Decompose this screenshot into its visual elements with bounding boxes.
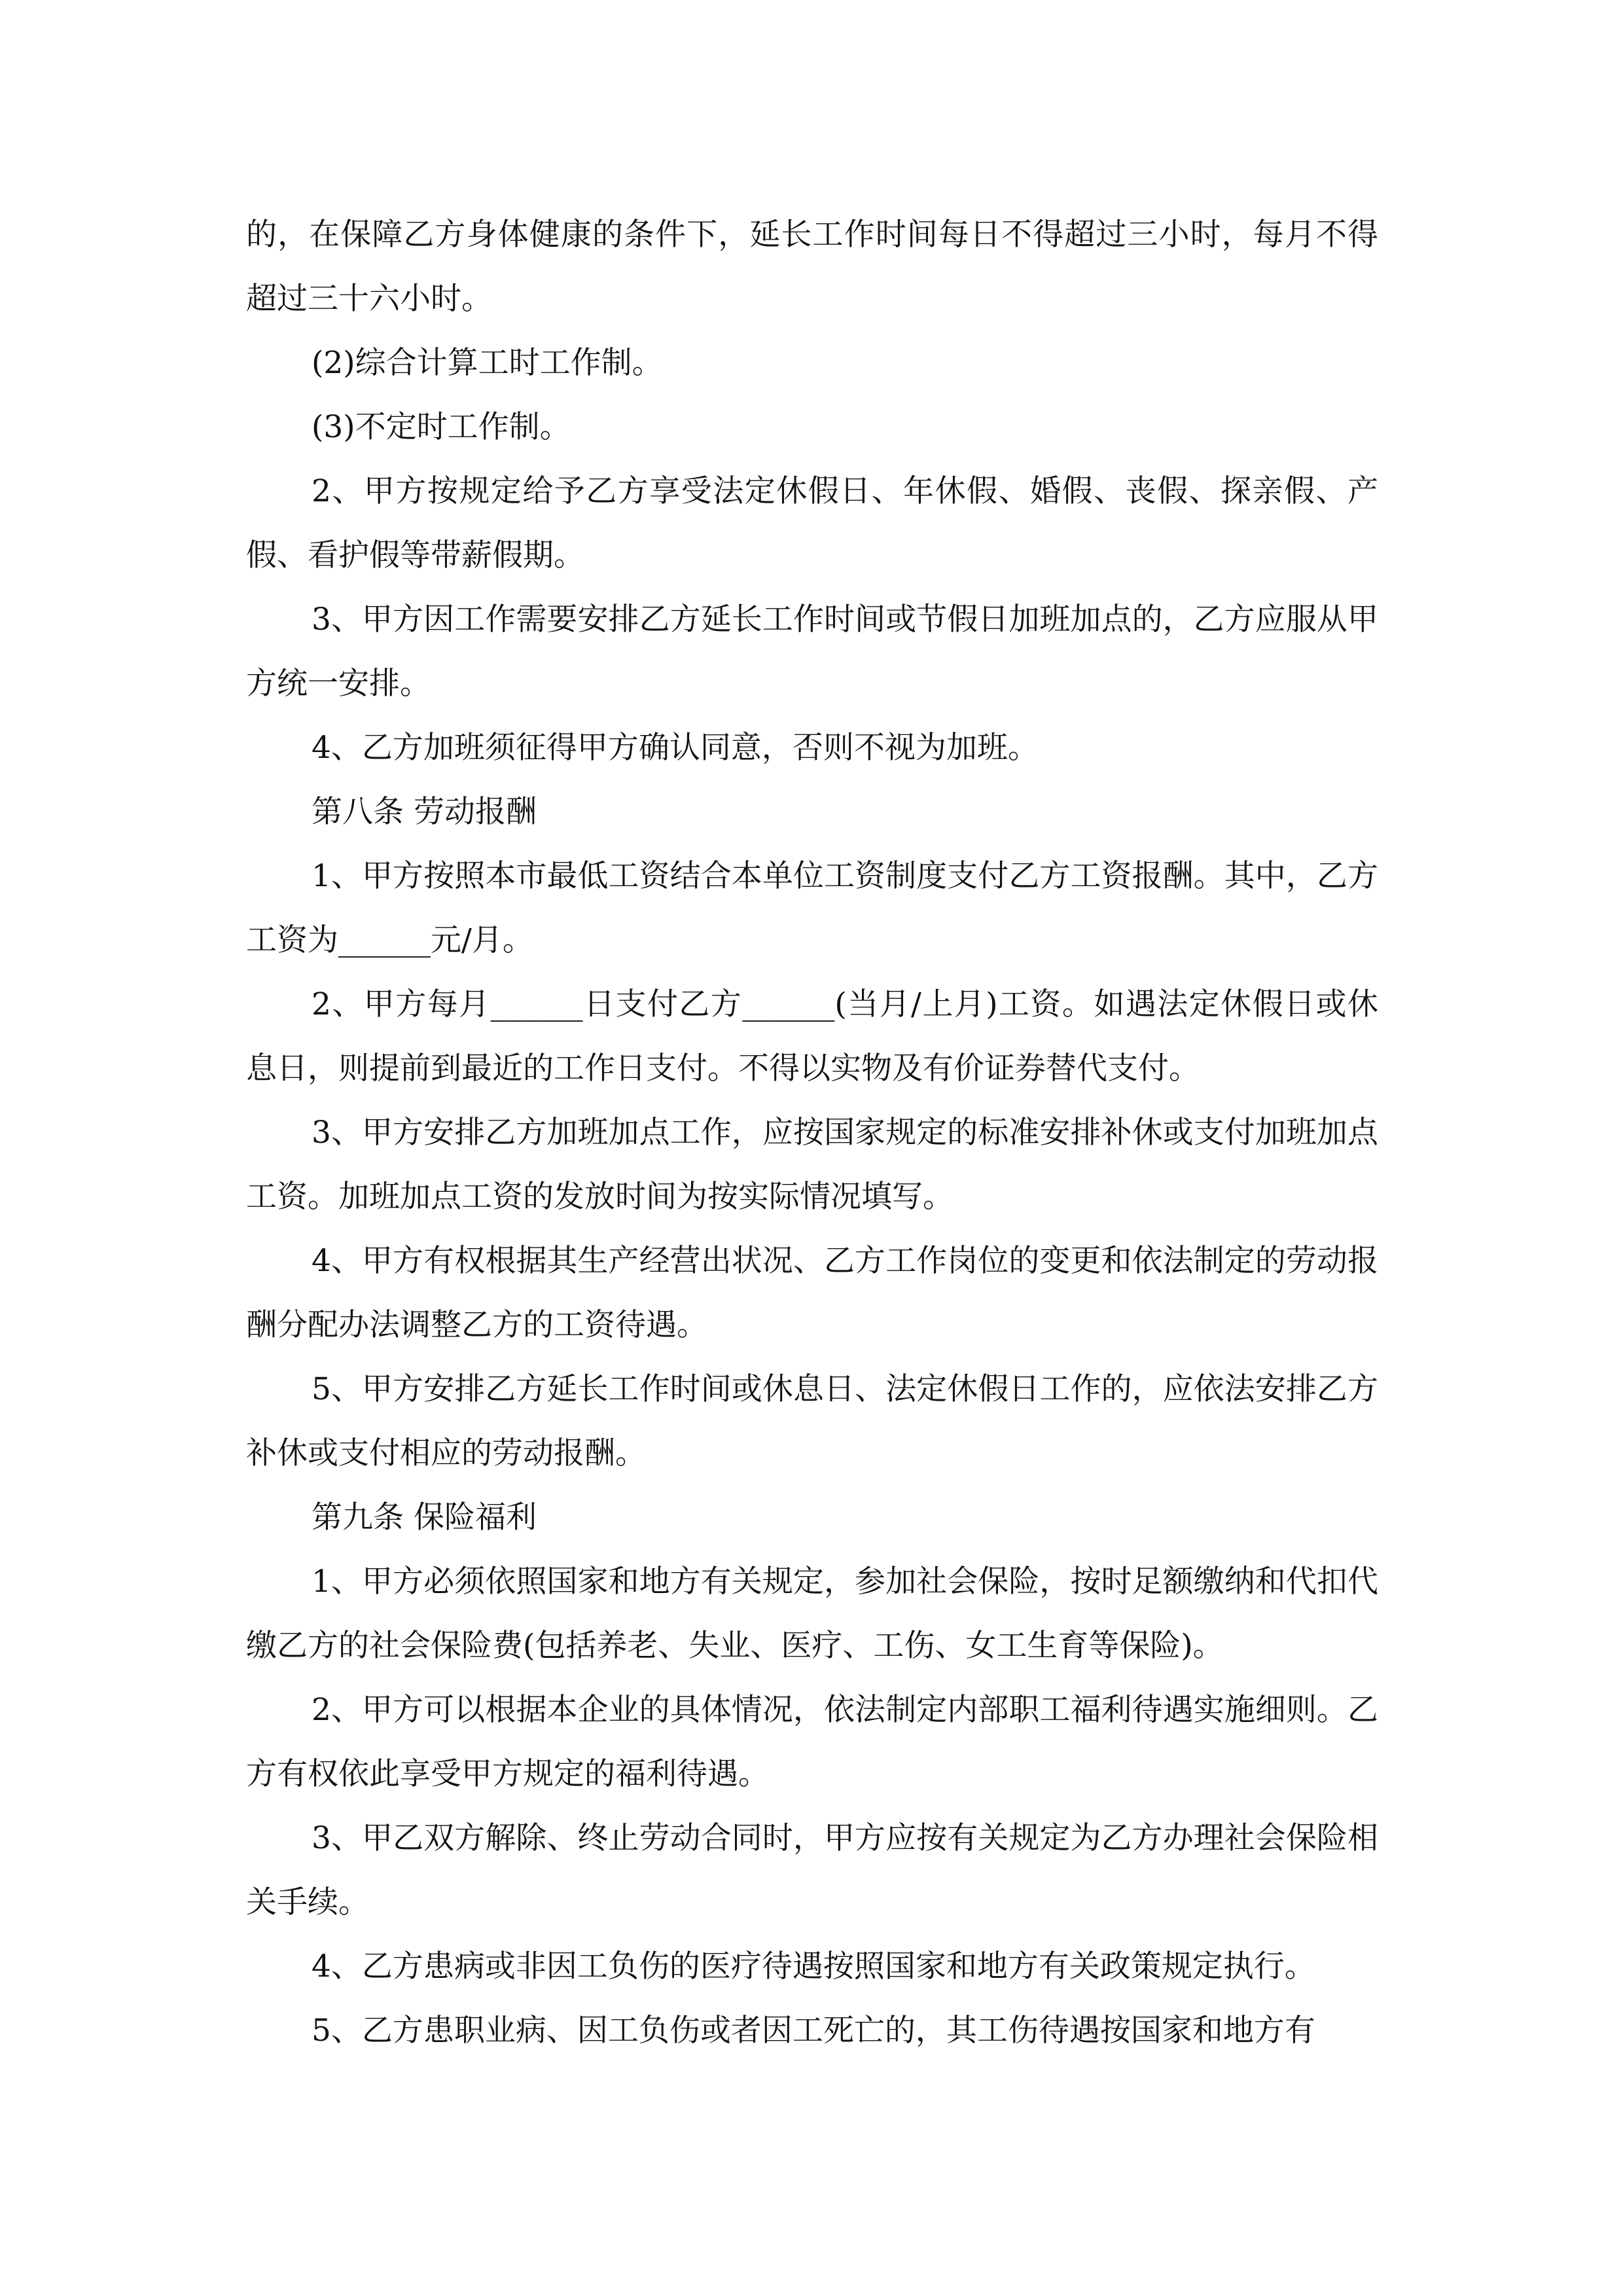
paragraph-comprehensive-hours: (2)综合计算工时工作制。 <box>312 345 663 381</box>
paragraph-compensatory-leave: 5、甲方安排乙方延长工作时间或休息日、法定休假日工作的，应依法安排乙方补休或支付相应的劳动报酬。 <box>246 1371 1378 1471</box>
paragraph-occupational-injury: 5、乙方患职业病、因工负伤或者因工死亡的，其工伤待遇按国家和地方有 <box>312 2013 1315 2049</box>
paragraph-wage-amount: 1、甲方按照本市最低工资结合本单位工资制度支付乙方工资报酬。其中，乙方工资为______元/月。 <box>246 858 1378 958</box>
paragraph-paid-leave: 2、甲方按规定给予乙方享受法定休假日、年休假、婚假、丧假、探亲假、产假、看护假等带薪假期。 <box>246 473 1378 573</box>
paragraph-overtime-approval: 4、乙方加班须征得甲方确认同意，否则不视为加班。 <box>312 730 1039 766</box>
paragraph-welfare-rules: 2、甲方可以根据本企业的具体情况，依法制定内部职工福利待遇实施细则。乙方有权依此享受甲方规定的福利待遇。 <box>246 1692 1378 1792</box>
paragraph-termination-insurance: 3、甲乙双方解除、终止劳动合同时，甲方应按有关规定为乙方办理社会保险相关手续。 <box>246 1820 1378 1920</box>
article-8-heading: 第八条 劳动报酬 <box>312 794 537 830</box>
paragraph-medical-treatment: 4、乙方患病或非因工负伤的医疗待遇按照国家和地方有关政策规定执行。 <box>312 1948 1315 1984</box>
paragraph-flexible-hours: (3)不定时工作制。 <box>312 409 571 445</box>
paragraph-overtime-pay: 3、甲方安排乙方加班加点工作，应按国家规定的标准安排补休或支付加班加点工资。加班加点工资的发放时间为按实际情况填写。 <box>246 1115 1378 1215</box>
paragraph-working-hours-limit: 的，在保障乙方身体健康的条件下，延长工作时间每日不得超过三小时，每月不得超过三十六小时。 <box>246 217 1378 317</box>
article-9-heading: 第九条 保险福利 <box>312 1499 537 1535</box>
paragraph-wage-payday: 2、甲方每月______日支付乙方______(当月/上月)工资。如遇法定休假日或休息日，则提前到最近的工作日支付。不得以实物及有价证券替代支付。 <box>246 986 1378 1086</box>
paragraph-wage-adjustment: 4、甲方有权根据其生产经营出状况、乙方工作岗位的变更和依法制定的劳动报酬分配办法调整乙方的工资待遇。 <box>246 1243 1378 1343</box>
paragraph-overtime-arrangement: 3、甲方因工作需要安排乙方延长工作时间或节假日加班加点的，乙方应服从甲方统一安排。 <box>246 601 1378 702</box>
document-body <box>246 203 1378 2063</box>
paragraph-social-insurance: 1、甲方必须依照国家和地方有关规定，参加社会保险，按时足额缴纳和代扣代缴乙方的社会保险费(包括养老、失业、医疗、工伤、女工生育等保险)。 <box>246 1564 1378 1664</box>
